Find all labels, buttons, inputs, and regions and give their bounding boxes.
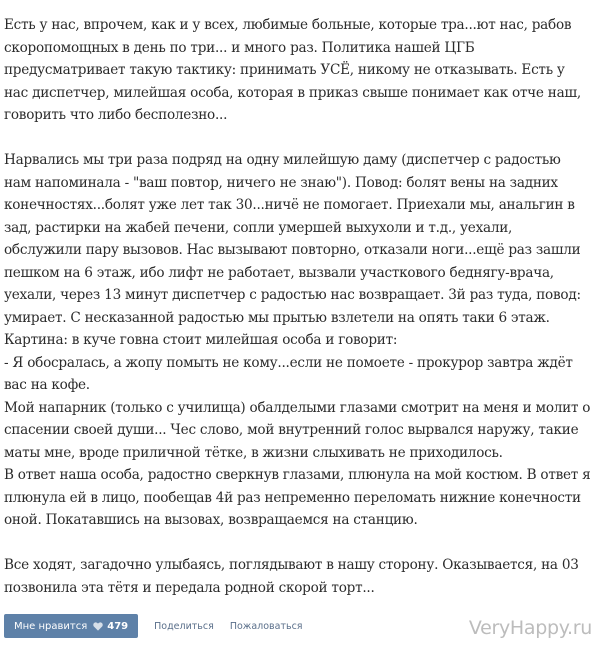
text-line: Мой напарник (только с училища) обалделыми глазами смотрит на меня и молит о — [4, 399, 591, 416]
report-link[interactable]: Пожаловаться — [229, 620, 303, 632]
text-line: - Я обосралась, а жопу помыть не кому...если не помоете - прокурор завтра ждёт — [4, 354, 573, 371]
text-line: Все ходят, загадочно улыбаясь, поглядывают в нашу сторону. Оказывается, на 03 — [4, 557, 579, 573]
text-line: говорить что либо бесполезно... — [4, 107, 228, 123]
text-line: Картина: в куче говна стоит милейшая особа и говорит: — [4, 332, 398, 348]
post-paragraph — [4, 554, 598, 599]
text-line: оной. Покатавшись на вызовах, возвращаемся на станцию. — [4, 512, 418, 528]
text-line: умирает. С несказанной радостью мы прытью взлетели на опять таки 6 этаж. — [4, 309, 550, 326]
text-line: пешком на 6 этаж, ибо лифт не работает, вызвали участкового беднягу-врача, — [4, 264, 554, 281]
text-line: спасении своей души... Чес слово, мой внутренний голос вырвался наружу, такие — [4, 422, 579, 438]
text-line: вас на кофе. — [4, 377, 90, 393]
text-line: позвонила эта тётя и передала родной скорой торт... — [4, 579, 375, 596]
text-line: предусматривает такую тактику: принимать УСЁ, никому не отказывать. Есть у — [4, 62, 565, 78]
watermark: VeryHappy.ru — [468, 617, 592, 639]
text-line: В ответ наша особа, радостно сверкнув глазами, плюнула на мой костюм. В ответ я — [4, 467, 591, 483]
post-paragraph — [4, 14, 598, 127]
text-line: конечностях...болят уже лет так 30...ничё не помогает. Приехали мы, анальгин в — [4, 197, 575, 213]
share-link[interactable]: Поделиться — [154, 620, 214, 632]
like-button-label: Мне нравится — [14, 620, 88, 632]
like-count: 479 — [107, 620, 129, 632]
like-button[interactable] — [4, 614, 138, 638]
text-line: обслужили пару вызовов. Нас вызывают повторно, отказали ноги...ещё раз зашли — [4, 242, 581, 258]
text-line: плюнула ей в лицо, пообещав 4й раз непременно переломать нижние конечности — [4, 489, 581, 506]
text-line: нас диспетчер, милейшая особа, которая в приказ свыше понимает как отче наш, — [4, 84, 581, 101]
post-text — [4, 14, 598, 622]
text-line: скоропомощных в день по три... и много раз. Политика нашей ЦГБ — [4, 39, 475, 56]
text-line: Нарвались мы три раза подряд на одну милейшую даму (диспетчер с радостью — [4, 152, 561, 168]
text-line: зад, растирки на жабей печени, сопли умершей выхухоли и т.д., уехали, — [4, 219, 513, 236]
text-line: уехали, через 13 минут диспетчер с радостью нас возвращает. 3й раз туда, повод: — [4, 287, 581, 303]
heart-icon — [93, 622, 103, 631]
text-line: маты мне, вроде приличной тётке, в жизни слыхивать не приходилось. — [4, 444, 503, 461]
post-actions-bar — [4, 613, 303, 639]
text-line: нам напоминала - "ваш повтор, ничего не знаю"). Повод: болят вены на задних — [4, 174, 558, 191]
text-line: Есть у нас, впрочем, как и у всех, любимые больные, которые тра...ют нас, рабов — [4, 17, 572, 33]
post-paragraph — [4, 149, 598, 532]
